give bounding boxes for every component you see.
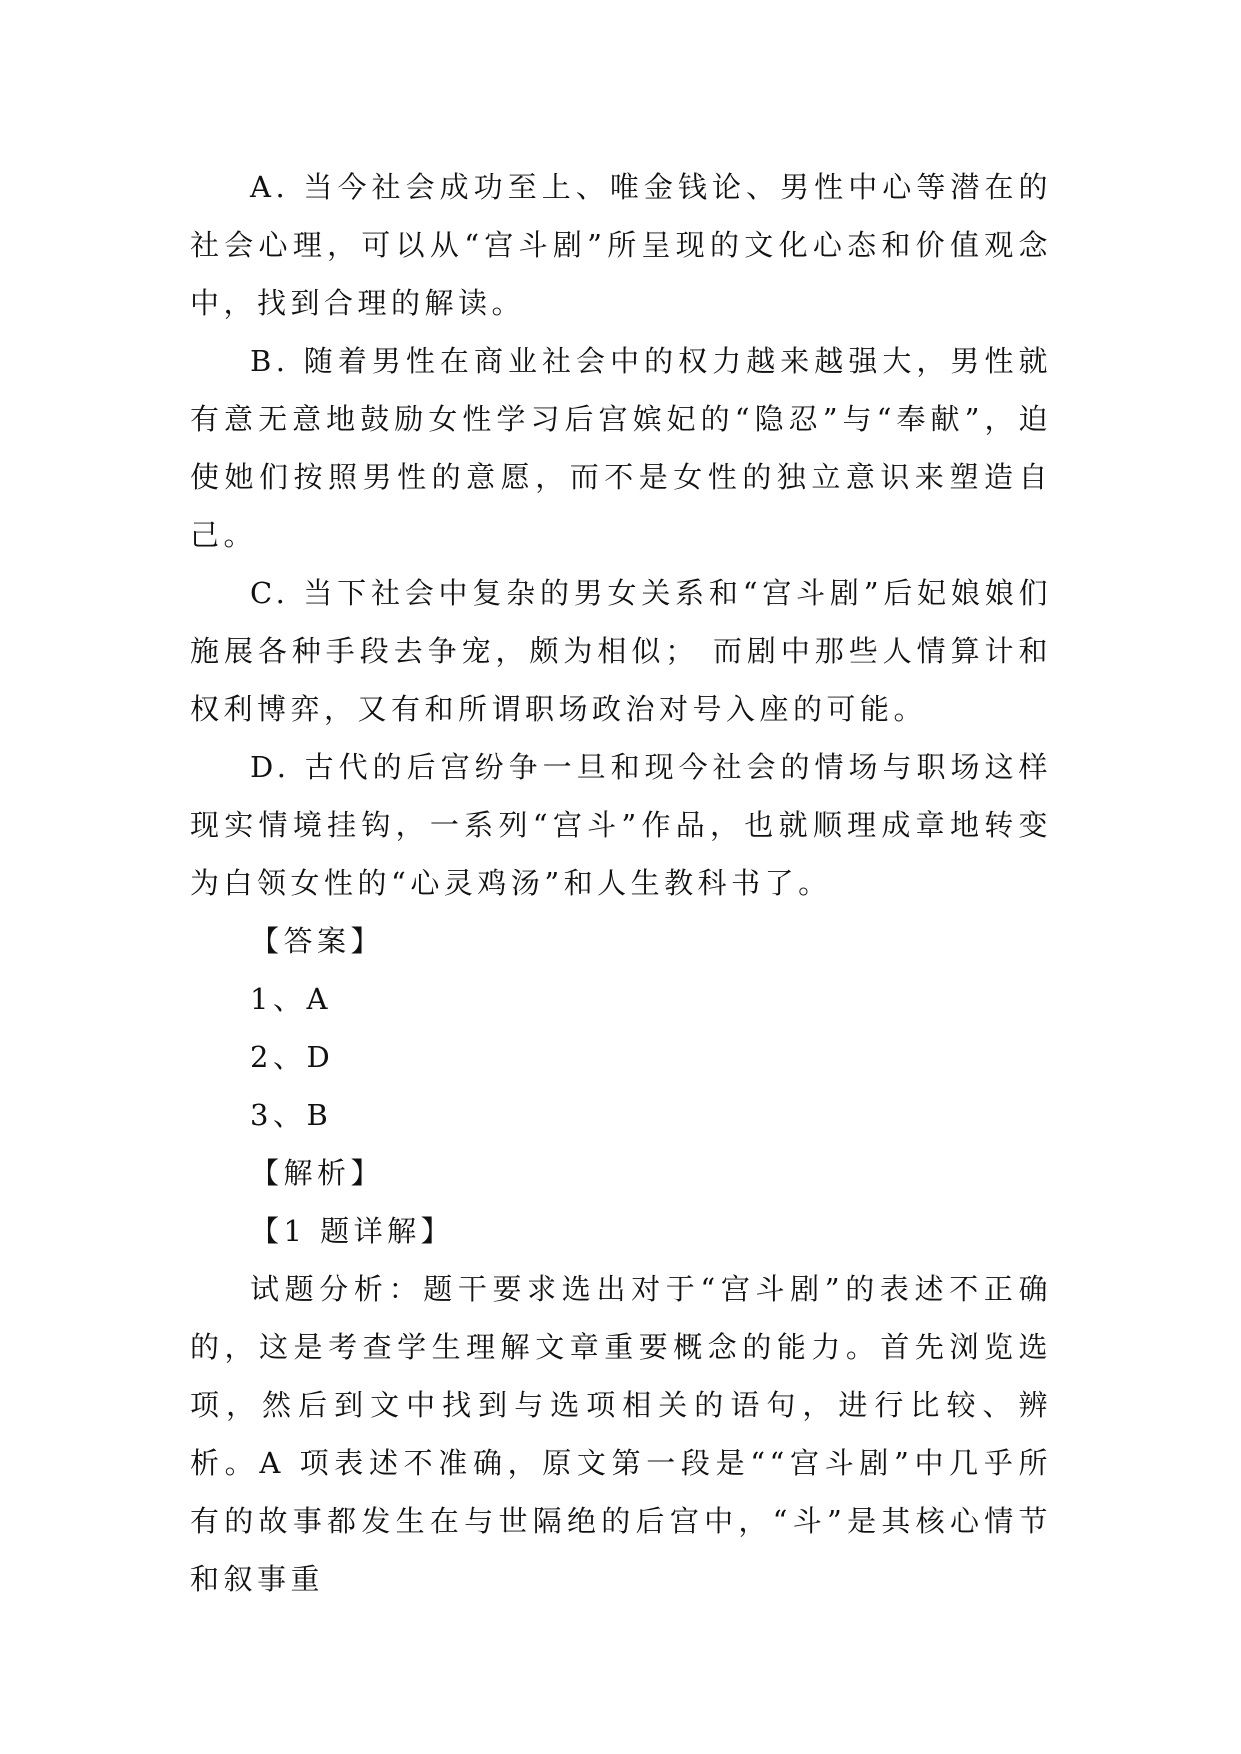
- document-body: [190, 158, 1052, 1608]
- option-d: D. 古代的后宫纷争一旦和现今社会的情场与职场这样现实情境挂钩，一系列“宫斗”作品，也就顺理成章地转变为白领女性的“心灵鸡汤”和人生教科书了。: [190, 750, 1052, 900]
- option-b: B. 随着男性在商业社会中的权力越来越强大，男性就有意无意地鼓励女性学习后宫嫔妃的“隐忍”与“奉献”，迫使她们按照男性的意愿，而不是女性的独立意识来塑造自己。: [190, 344, 1052, 552]
- answer-3: 3、B: [250, 1098, 333, 1132]
- option-c: C. 当下社会中复杂的男女关系和“宫斗剧”后妃娘娘们施展各种手段去争宠，颇为相似； 而剧中那些人情算计和权利博弈，又有和所谓职场政治对号入座的可能。: [190, 576, 1052, 726]
- answer-2: 2、D: [250, 1040, 335, 1074]
- analysis-heading: 【解析】: [250, 1156, 385, 1190]
- answer-heading: 【答案】: [250, 924, 385, 958]
- question-1-heading: 【1 题详解】: [250, 1214, 455, 1248]
- option-a: A. 当今社会成功至上、唯金钱论、男性中心等潜在的社会心理，可以从“宫斗剧”所呈现的文化心态和价值观念中，找到合理的解读。: [190, 170, 1052, 320]
- question-1-analysis: 试题分析：题干要求选出对于“宫斗剧”的表述不正确的，这是考查学生理解文章重要概念的能力。首先浏览选项，然后到文中找到与选项相关的语句，进行比较、辨析。A 项表述不准确，原文第一段是““宫斗剧”中几乎所有的故事都发生在与世隔绝的后宫中，“斗”是其核心情节和叙事重: [190, 1272, 1052, 1596]
- answer-1: 1、A: [250, 982, 332, 1016]
